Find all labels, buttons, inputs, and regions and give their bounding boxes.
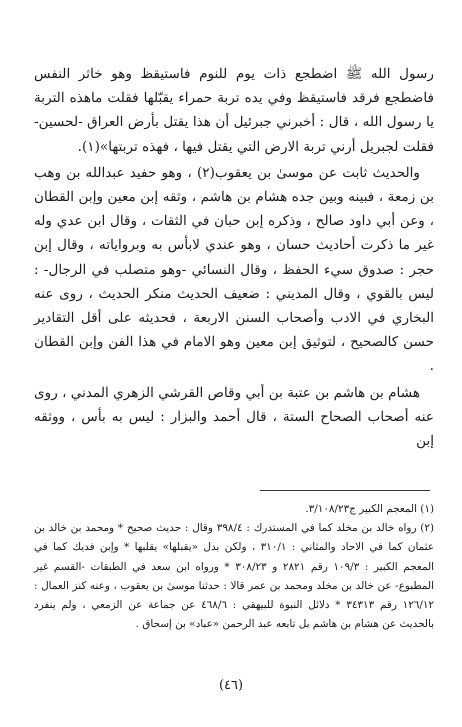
footnote-1: (١) المعجم الكبير ج٣/١٠٨/٢٣. (305, 503, 434, 515)
paragraph-3: هشام بن هاشم بن عتبة بن أبي وقاص القرشي الزهري المدني ، روى عنه أصحاب الصحاح الستة ، قال أحمد والبزار : ليس به بأس ، ووثقه إبن (34, 384, 434, 450)
page-number: (٤٦) (218, 678, 244, 693)
footnote-2: (٢) رواه خالد بن مخلد كما في المستدرك : ٣٩٨/٤ وقال : حديث صحيح * ومحمد بن خالد بن عثمان كما في الاحاد والمثاني : ٣١٠/١ ، ولكن بدل «يقبلها» يقلبها * وإبن فديك كما في المعجم الكبير : ١٠٩/٣ رقم ٢٨٢١ و ٣٠٨/٢٣ * ورواه ابن سعد في الطبقات -القسم غير المطبوع- عن خالد بن مخلد ومحمد بن عمر قالا : حدثنا موسىٰ بن يعقوب ، وعنه كنز العمال : ١٢٦/١٢ رقم ٣٤٣١٣ * دلائل النبوة للبيهقي : ٤٦٨/٦ عن جماعة عن الزمعي ، ولم ينفرد بالحديث عن هشام بن هاشم بل تابعه عبد الرحمن «عباد» بن إسحاق . (34, 522, 435, 631)
paragraph-2: والحديث ثابت عن موسىٰ بن يعقوب(٢) ، وهو حفيد عبدالله بن وهب بن زمعة ، فبينه وبين جده هشام بن هاشم ، وثقه إبن معين وإبن القطان ، وعن أبي داود صالح ، وذكره إبن حبان في الثقات ، وقال ابن عدي وله غير ما ذكرت أحاديث حسان ، وهو عندي لابأس به وبرواياته ، وقال إبن حجر : صدوق سيء الحفظ ، وقال النسائي -وهو متصلب في الرجال- : ليس بالقوي ، وقال المديني : ضعيف الحديث منكر الحديث ، روى عنه البخاري في الادب وأصحاب السنن الاربعة ، فحديثه على أقل التقادير حسن كالصحيح ، لتوثيق إبن معين وهو الامام في هذا الفن وإبن القطان . (34, 164, 434, 375)
footnote-divider (260, 490, 430, 491)
footnotes-block (34, 500, 434, 634)
paragraph-1: رسول الله ﷺ اضطجع ذات يوم للنوم فاستيقظ وهو خاثر النفس فاضطجع فرقد فاستيقظ وفي يده تربة حمراء يقبّلها فقلت ماهذه التربة يا رسول الله ، قال : أخبرني جبرئيل أن هذا يقتل بأرض العراق -لحسين- فقلت لجبريل أرني تربة الارض التي يقتل فيها ، فهذه تربتها»(١). (34, 66, 434, 155)
main-text-block (34, 62, 434, 453)
